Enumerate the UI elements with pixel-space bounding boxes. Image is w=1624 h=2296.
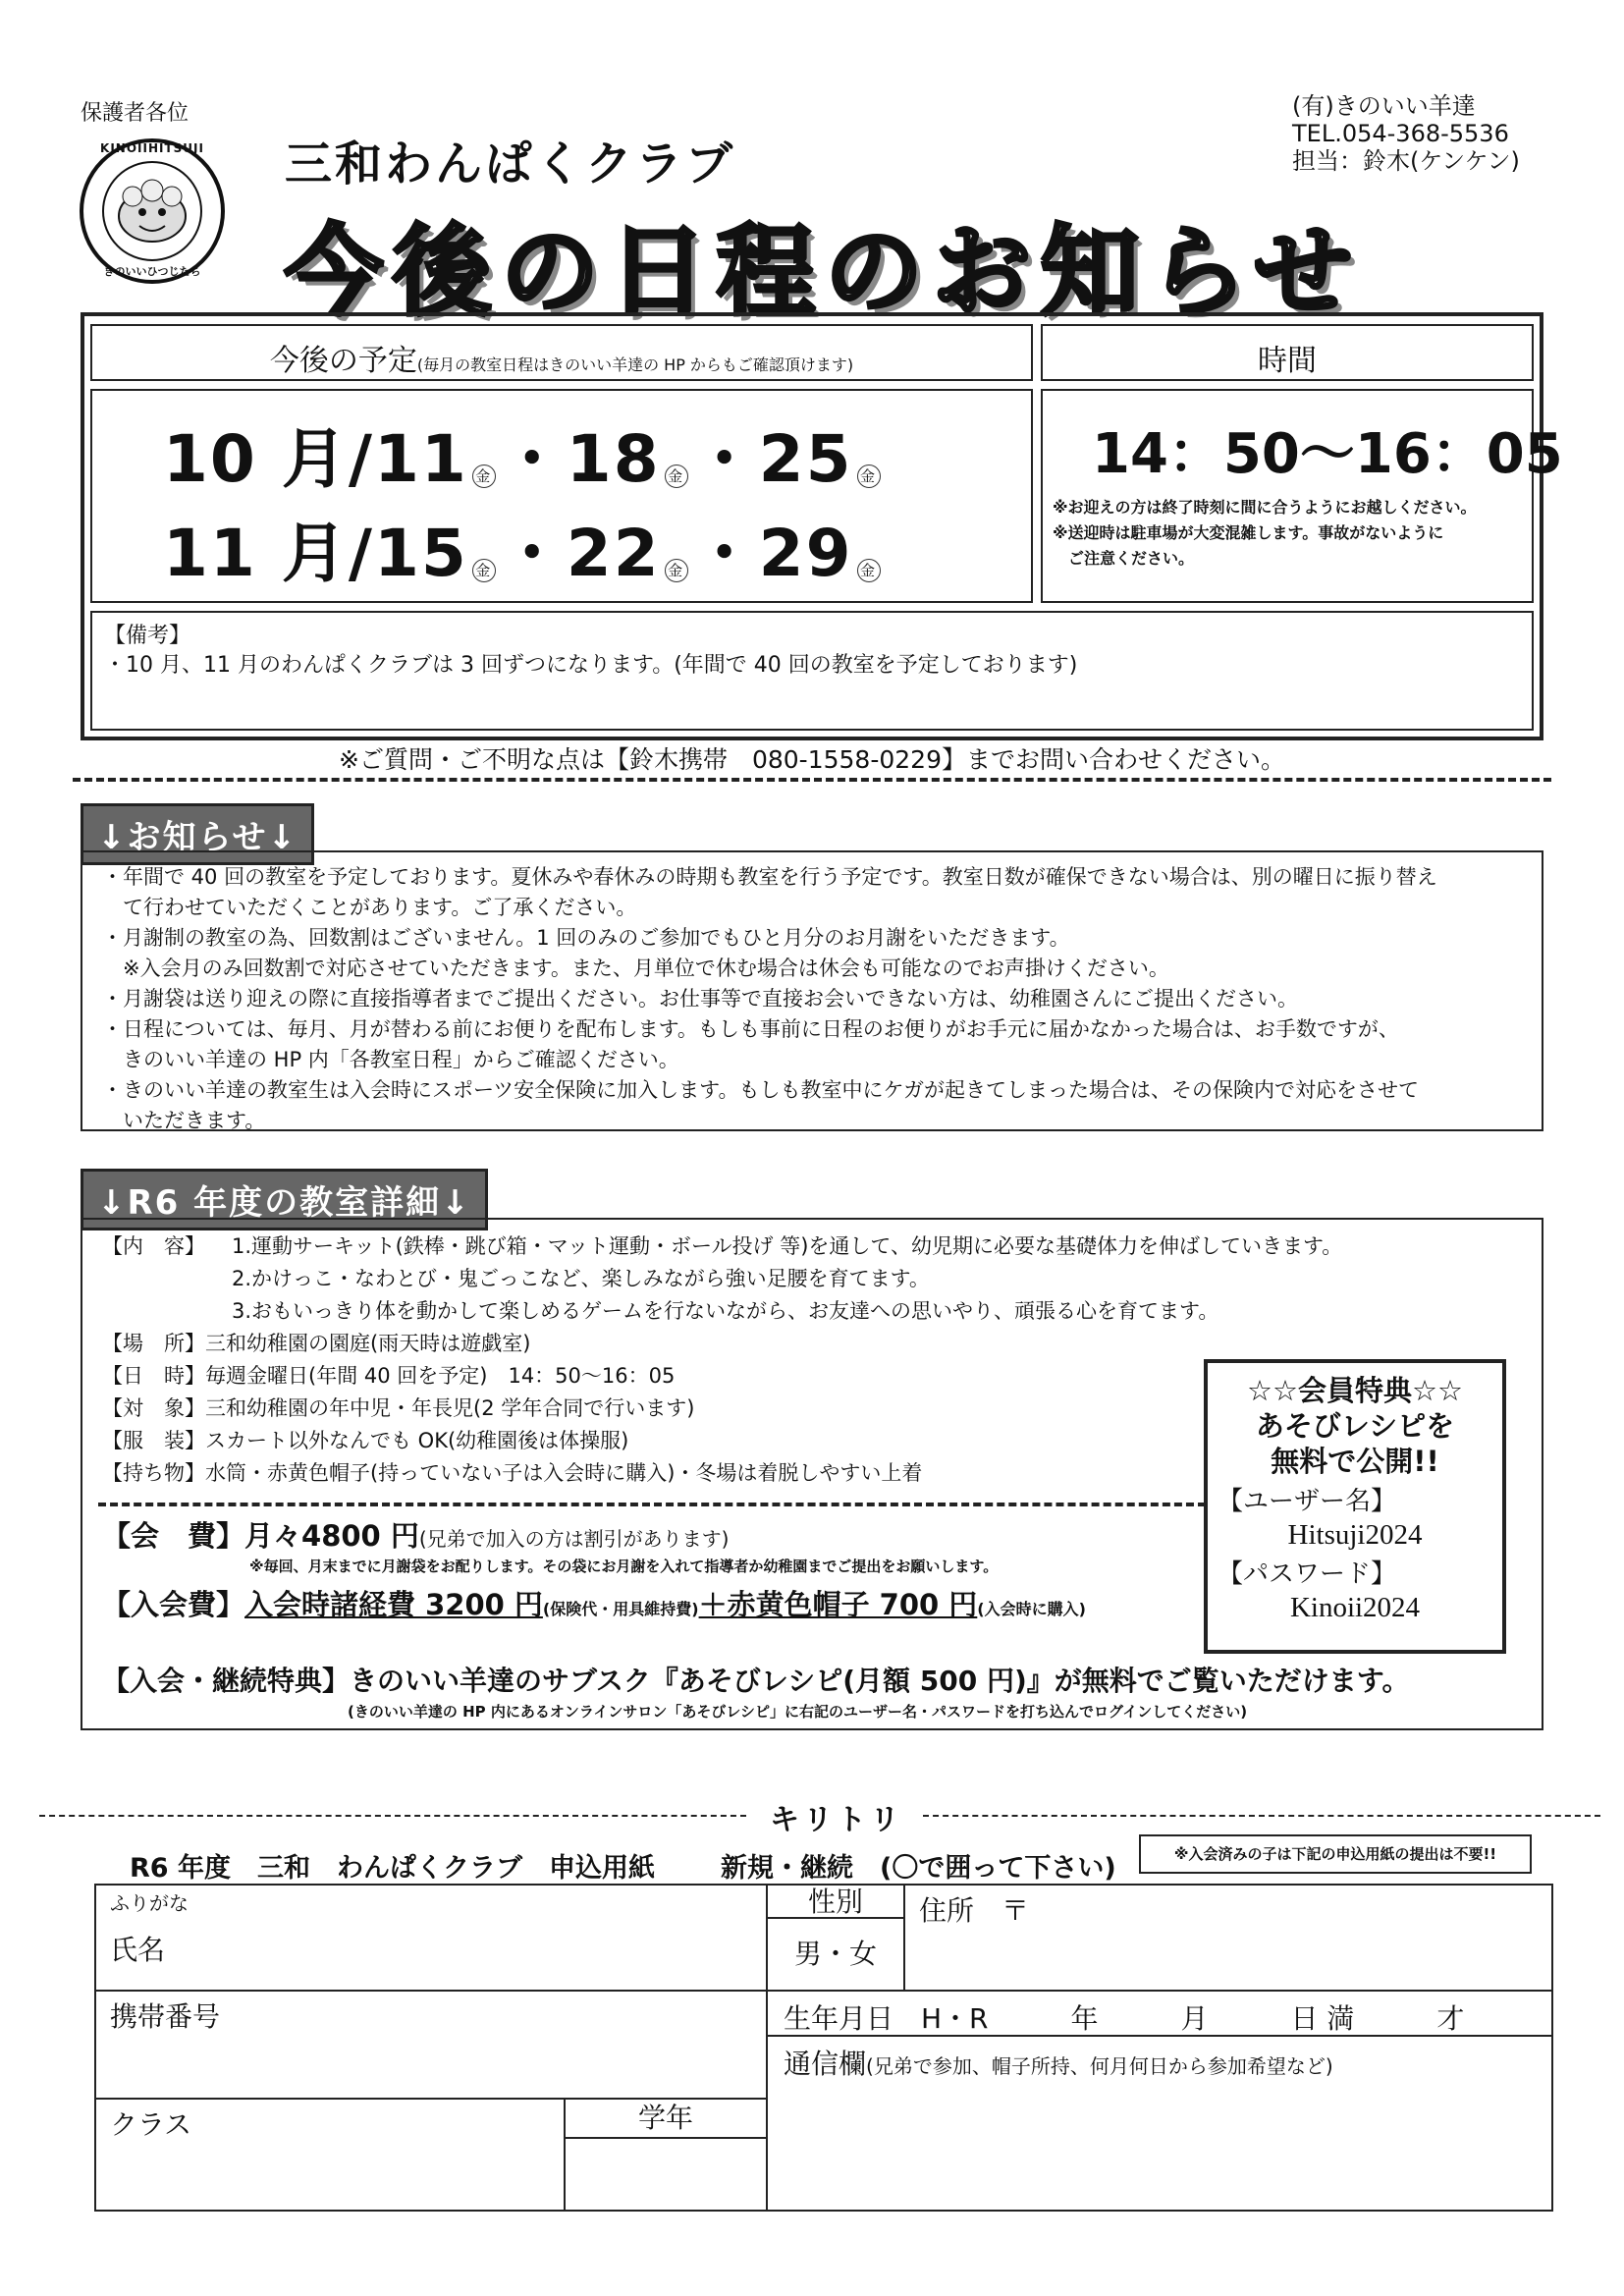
date-separator: ・ (499, 516, 567, 591)
phone-field[interactable] (94, 1990, 768, 2100)
time-note-1: ※お迎えの方は終了時刻に間に合うようにお越しください。 (1053, 498, 1477, 517)
gender-field[interactable] (766, 1917, 905, 1992)
fee-line (102, 1514, 729, 1555)
bonus-note: (きのいい羊達の HP 内にあるオンラインサロン「あそびレシピ」に右記のユーザー名・パスワードを打ち込んでログインしてください) (348, 1703, 1248, 1721)
bonus-label: 【入会・継続特典】 (102, 1665, 351, 1697)
member-benefit-box (1204, 1359, 1506, 1654)
form-type (721, 1846, 1116, 1885)
password: Kinoii2024 (1289, 1592, 1421, 1623)
schedule-label-note: (毎月の教室日程はきのいい羊達の HP からもご確認頂けます) (416, 355, 854, 374)
notice-line: ・年間で 40 回の教室を予定しております。夏休みや春休みの時期も教室を行う予定です。教室日数が確保できない場合は、別の曜日に振り替え (102, 865, 1437, 889)
already-note-box (1139, 1834, 1532, 1874)
grade-header (564, 2098, 768, 2139)
november-day-3: 29 (758, 516, 853, 591)
place-line: 【場 所】三和幼稚園の園庭(雨天時は遊戯室) (102, 1332, 531, 1355)
cut-line-left (39, 1815, 746, 1817)
october-day-1: 11 (373, 421, 468, 497)
main-title: 今後の日程のお知らせ (285, 214, 1362, 329)
name-field[interactable] (94, 1884, 768, 1992)
form-title: R6 年度 三和 わんぱくクラブ 申込用紙 (130, 1853, 655, 1884)
datetime-line: 【日 時】毎週金曜日(年間 40 回を予定) 14：50〜16：05 (102, 1364, 676, 1388)
comm-field[interactable] (766, 2035, 1553, 2212)
november-day-1: 15 (373, 516, 468, 591)
username: Hitsuji2024 (1287, 1519, 1423, 1551)
birth-label: 生年月日 H・R 年 月 日 満 才 (784, 2002, 1465, 2035)
notice-tag: ↓お知らせ↓ (81, 803, 314, 865)
name-label: 氏名 (110, 1934, 166, 1966)
entry-note: (保険代・用具維持費) (542, 1600, 699, 1618)
divider (73, 778, 1551, 782)
october-day-3: 25 (758, 421, 853, 497)
form-type-note: (〇で囲って下さい) (880, 1853, 1116, 1884)
already-note: ※入会済みの子は下記の申込用紙の提出は不要!! (1173, 1845, 1497, 1863)
member-title-1: ☆☆会員特典☆☆ (1247, 1374, 1463, 1407)
company-tel: TEL.054-368-5536 (1292, 120, 1509, 147)
clothes-line: 【服 装】スカート以外なんでも OK(幼稚園後は体操服) (102, 1429, 629, 1452)
time-value: 14：50〜16：05 (1092, 422, 1563, 486)
notice-line: ・月謝制の教室の為、回数割はございません。1 回のみのご参加でもひと月分のお月謝をいただきます。 (102, 926, 1070, 950)
schedule-header (90, 324, 1033, 381)
notice-line: きのいい羊達の HP 内「各教室日程」からご確認ください。 (102, 1048, 679, 1071)
cut-line-right (923, 1815, 1600, 1817)
birth-field[interactable] (766, 1990, 1553, 2037)
address-label: 住所 〒 (919, 1894, 1030, 1927)
notice-line: ・日程については、毎月、月が替わる前にお便りを配布します。もしも事前に日程のお便りがお手元に届かなかった場合は、お手数ですが、 (102, 1017, 1399, 1041)
gender-header (766, 1884, 905, 1919)
friday-mark: 金 (857, 465, 881, 488)
logo-top-text: KINOIIHITSUJI (100, 141, 204, 155)
entry-label: 【入会費】 (102, 1588, 245, 1621)
grade-field[interactable] (564, 2137, 768, 2212)
address-field[interactable] (903, 1884, 1553, 1992)
date-separator: ・ (499, 421, 567, 497)
items-line: 【持ち物】水筒・赤黄色帽子(持っていない子は入会時に購入)・冬場は着脱しやすい上着 (102, 1461, 923, 1485)
october-dates (163, 407, 885, 500)
target-line: 【対 象】三和幼稚園の年中児・年長児(2 学年合同で行います) (102, 1396, 695, 1420)
date-separator: ・ (691, 516, 759, 591)
notice-lines (102, 862, 1437, 1136)
date-separator: ・ (691, 421, 759, 497)
remarks-label: 【備考】 (104, 624, 191, 648)
notice-box (81, 850, 1543, 1131)
password-label: 【パスワード】 (1218, 1559, 1397, 1589)
schedule-label: 今後の予定 (269, 344, 417, 378)
details-tag: ↓R6 年度の教室詳細↓ (81, 1169, 488, 1230)
club-name: 三和わんぱくクラブ (285, 137, 736, 191)
logo (79, 137, 226, 285)
time-note-3: ご注意ください。 (1068, 549, 1195, 568)
content-line-1: 1.運動サーキット(鉄棒・跳び箱・マット運動・ボール投げ 等)を通して、幼児期に必要な基礎体力を伸ばしていきます。 (232, 1234, 1343, 1258)
november-day-2: 22 (566, 516, 661, 591)
entry-plus-note: (入会時に購入) (977, 1600, 1086, 1618)
comm-note: (兄弟で参加、帽子所持、何月何日から参加希望など) (866, 2054, 1333, 2078)
fee-value: 月々4800 円 (244, 1519, 419, 1553)
friday-mark: 金 (472, 559, 496, 582)
november-dates (163, 501, 885, 594)
inquiry-text: ※ご質問・ご不明な点は【鈴木携帯 080-1558-0229】までお問い合わせください。 (339, 745, 1285, 774)
friday-mark: 金 (857, 559, 881, 582)
notice-line: いただきます。 (102, 1109, 266, 1132)
october-month: 10 月/ (163, 421, 374, 497)
company-name: (有)きのいい羊達 (1292, 92, 1476, 120)
entry-plus: ＋赤黄色帽子 700 円 (698, 1588, 978, 1621)
remarks-cell (90, 611, 1534, 731)
gender-label: 性別 (807, 1886, 863, 1918)
content-line-3: 3.おもいっきり体を動かして楽しめるゲームを行ないながら、お友達への思いやり、頑張る心を育てます。 (232, 1299, 1219, 1323)
notice-line: て行わせていただくことがあります。ご了承ください。 (102, 896, 637, 919)
entry-line (102, 1583, 1086, 1623)
entry-value: 入会時諸経費 3200 円 (244, 1588, 543, 1621)
comm-label: 通信欄 (784, 2048, 867, 2080)
furigana-label: ふりがな (110, 1891, 189, 1915)
dates-cell (90, 389, 1033, 603)
november-month: 11 月/ (163, 516, 374, 591)
fee-note-2: ※毎回、月末までに月謝袋をお配りします。その袋にお月謝を入れて指導者か幼稚園までご提出をお願いします。 (249, 1558, 999, 1575)
user-label: 【ユーザー名】 (1218, 1487, 1397, 1516)
friday-mark: 金 (665, 465, 688, 488)
bonus-line (102, 1660, 1410, 1699)
fee-label: 【会 費】 (102, 1519, 245, 1553)
form-type-options[interactable]: 新規・継続 (721, 1853, 853, 1884)
content-line-2: 2.かけっこ・なわとび・鬼ごっこなど、楽しみながら強い足腰を育てます。 (232, 1267, 930, 1290)
fee-note: (兄弟で加入の方は割引があります) (418, 1527, 730, 1551)
friday-mark: 金 (665, 559, 688, 582)
member-title-3: 無料で公開!! (1271, 1445, 1439, 1478)
time-cell (1041, 389, 1563, 603)
remarks-text: ・10 月、11 月のわんぱくクラブは 3 回ずつになります。(年間で 40 回の教室を予定しております) (104, 653, 1078, 678)
member-title-2: あそびレシピを (1255, 1409, 1455, 1443)
october-day-2: 18 (566, 421, 661, 497)
company-contact: 担当：鈴木(ケンケン) (1292, 147, 1520, 175)
logo-bottom-text: きのいいひつじたち (103, 265, 201, 278)
company-info (1292, 92, 1520, 175)
time-header (1041, 324, 1534, 381)
friday-mark: 金 (472, 465, 496, 488)
content-label: 【内 容】 (102, 1234, 205, 1258)
class-field[interactable] (94, 2098, 566, 2212)
recipient: 保護者各位 (81, 101, 189, 126)
details-divider (98, 1503, 1206, 1506)
cut-label: キリトリ (770, 1803, 903, 1837)
phone-label: 携帯番号 (110, 2000, 221, 2033)
bonus-text: きのいい羊達のサブスク『あそびレシピ(月額 500 円)』が無料でご覧いただけます。 (350, 1665, 1410, 1697)
notice-line: ※入会月のみ回数割で対応させていただきます。また、月単位で休む場合は休会も可能なのでお声掛けください。 (102, 957, 1169, 980)
notice-line: ・きのいい羊達の教室生は入会時にスポーツ安全保険に加入します。もしも教室中にケガが起きてしまった場合は、その保険内で対応をさせて (102, 1078, 1420, 1102)
class-label: クラス (110, 2108, 192, 2141)
grade-label: 学年 (637, 2102, 693, 2134)
notice-line: ・月謝袋は送り迎えの際に直接指導者までご提出ください。お仕事等で直接お会いできない方は、幼稚園さんにご提出ください。 (102, 987, 1298, 1011)
gender-options: 男・女 (793, 1938, 877, 1970)
time-note-2: ※送迎時は駐車場が大変混雑します。事故がないように (1053, 523, 1444, 542)
time-label: 時間 (1258, 344, 1317, 378)
